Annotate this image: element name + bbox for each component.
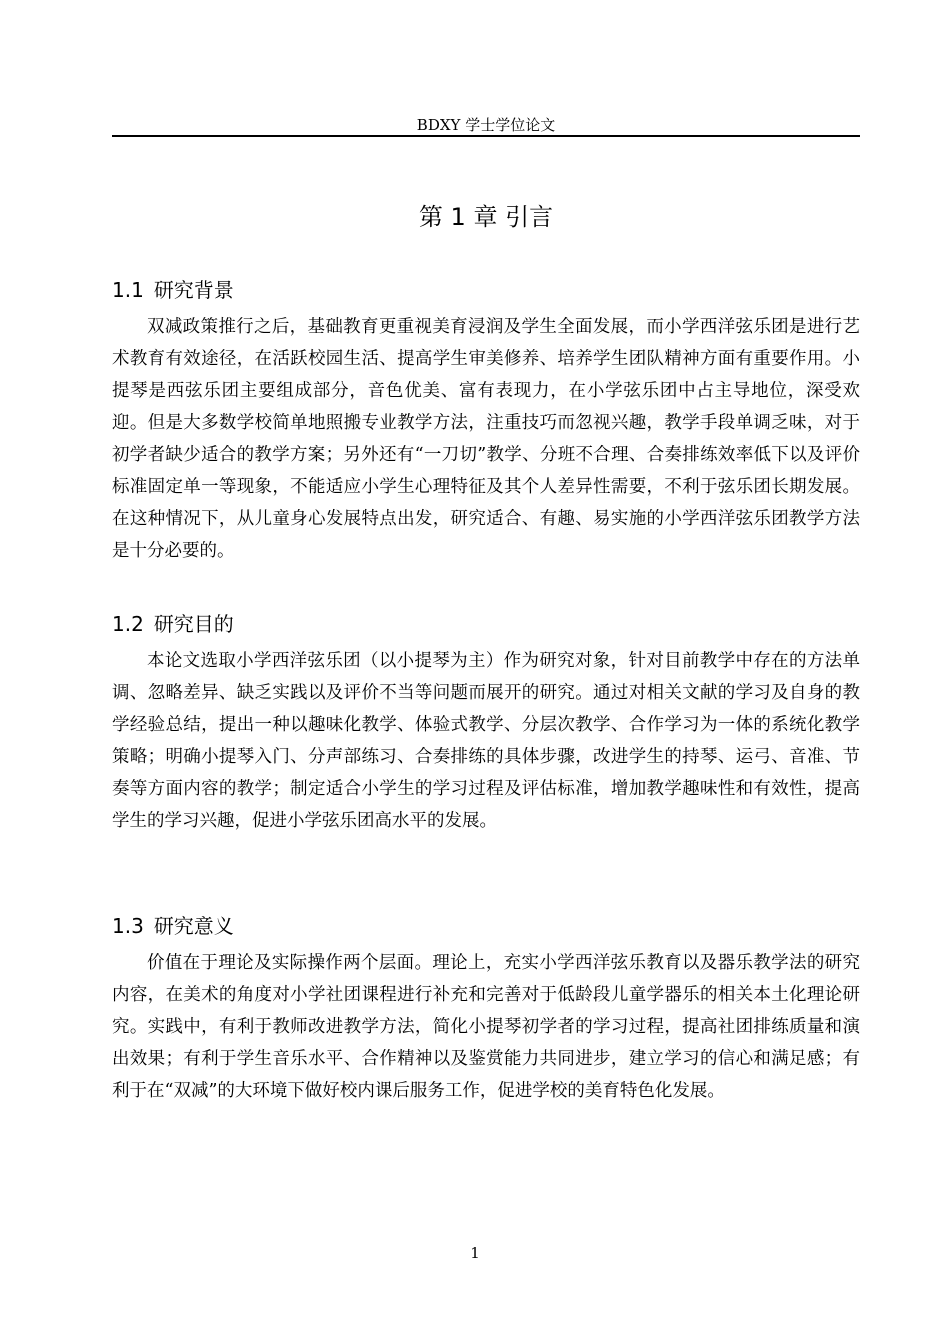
- section-title: 研究背景: [153, 278, 234, 302]
- section-heading: [112, 276, 860, 304]
- section-research-significance: [112, 912, 860, 1107]
- chapter-title: 第 1 章 引言: [418, 203, 554, 231]
- header-rule: [112, 135, 860, 137]
- section-research-background: [112, 276, 860, 567]
- section-research-purpose: [112, 610, 860, 837]
- section-paragraph: 价值在于理论及实际操作两个层面。理论上，充实小学西洋弦乐教育以及器乐教学法的研究内容，在美术的角度对小学社团课程进行补充和完善对于低龄段儿童学器乐的相关本土化理论研究。实践中，有利于教师改进教学方法，简化小提琴初学者的学习过程，提高社团排练质量和演出效果；有利于学生音乐水平、合作精神以及鉴赏能力共同进步，建立学习的信心和满足感；有利于在“双减”的大环境下做好校内课后服务工作，促进学校的美育特色化发展。: [112, 953, 860, 1101]
- section-number: 1.3: [112, 914, 144, 938]
- section-number: 1.2: [112, 612, 144, 636]
- section-heading: [112, 610, 860, 638]
- section-paragraph: 双减政策推行之后，基础教育更重视美育浸润及学生全面发展，而小学西洋弦乐团是进行艺术教育有效途径，在活跃校园生活、提高学生审美修养、培养学生团队精神方面有重要作用。小提琴是西弦乐团主要组成部分，音色优美、富有表现力，在小学弦乐团中占主导地位，深受欢迎。但是大多数学校简单地照搬专业教学方法，注重技巧而忽视兴趣，教学手段单调乏味，对于初学者缺少适合的教学方案；另外还有“一刀切”教学、分班不合理、合奏排练效率低下以及评价标准固定单一等现象，不能适应小学生心理特征及其个人差异性需要，不利于弦乐团长期发展。在这种情况下，从儿童身心发展特点出发，研究适合、有趣、易实施的小学西洋弦乐团教学方法是十分必要的。: [112, 317, 860, 561]
- section-number: 1.1: [112, 278, 144, 302]
- running-header: BDXY 学士学位论文: [416, 116, 556, 134]
- section-title: 研究意义: [153, 914, 234, 938]
- page-number: 1: [470, 1244, 480, 1262]
- section-paragraph: 本论文选取小学西洋弦乐团（以小提琴为主）作为研究对象，针对目前教学中存在的方法单调、忽略差异、缺乏实践以及评价不当等问题而展开的研究。通过对相关文献的学习及自身的教学经验总结，提出一种以趣味化教学、体验式教学、分层次教学、合作学习为一体的系统化教学策略；明确小提琴入门、分声部练习、合奏排练的具体步骤，改进学生的持琴、运弓、音准、节奏等方面内容的教学；制定适合小学生的学习过程及评估标准，增加教学趣味性和有效性，提高学生的学习兴趣，促进小学弦乐团高水平的发展。: [112, 651, 860, 831]
- section-heading: [112, 912, 860, 940]
- section-title: 研究目的: [153, 612, 234, 636]
